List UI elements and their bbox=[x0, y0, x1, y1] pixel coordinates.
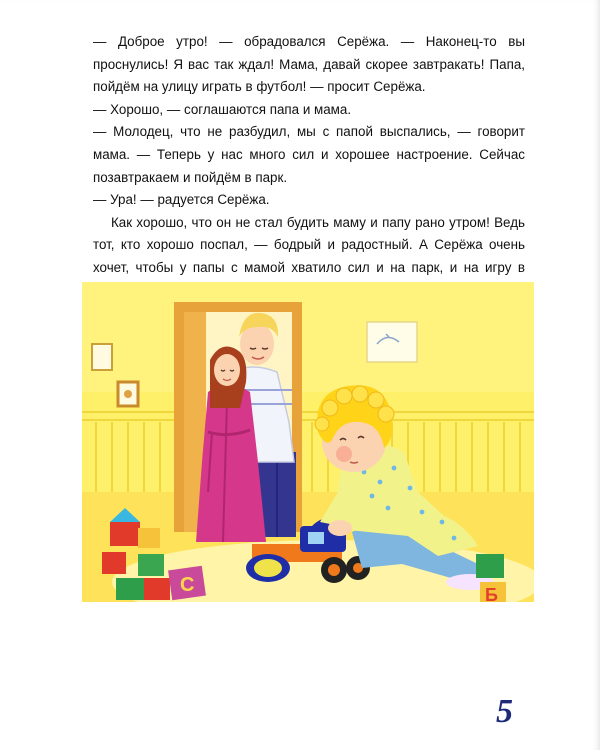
page-number: 5 bbox=[496, 693, 513, 730]
paragraph-parents-agree: — Хорошо, — соглашаются папа и мама. bbox=[93, 101, 352, 117]
toy-block-green bbox=[476, 554, 504, 578]
family-morning-illustration bbox=[82, 282, 534, 602]
paragraph-narration: Как хорошо, что он не стал будить маму и папу рано утром! Ведь тот, кто хорошо поспал, — бодрый и радостный. А Серёжа очень хочет, чтобы у папы с мамой хватило сил и на парк, и на игру в bbox=[93, 214, 525, 275]
letter-b: Б bbox=[485, 585, 498, 602]
letter-block-b bbox=[480, 582, 506, 602]
wall-drawing bbox=[367, 322, 417, 362]
wall-picture-small bbox=[92, 344, 112, 370]
paragraph-greeting: — Доброе утро! — обрадовался Серёжа. — Наконец-то вы проснулись! Я вас так ждал! Мама, давай скорее завтракать! Папа, пойдём на улицу играть в футбол! — просит Серёжа. bbox=[93, 34, 525, 95]
letter-block-c bbox=[168, 566, 206, 600]
letter-c: С bbox=[180, 574, 195, 596]
story-text bbox=[93, 31, 525, 302]
paragraph-hooray: — Ура! — радуется Серёжа. bbox=[93, 192, 270, 208]
illustration-svg bbox=[82, 282, 534, 602]
paragraph-mom-reply: — Молодец, что не разбудил, мы с папой выспались, — говорит мама. — Теперь у нас много сил и хорошее настроение. Сейчас позавтракаем и пойдём в парк. bbox=[93, 124, 525, 185]
